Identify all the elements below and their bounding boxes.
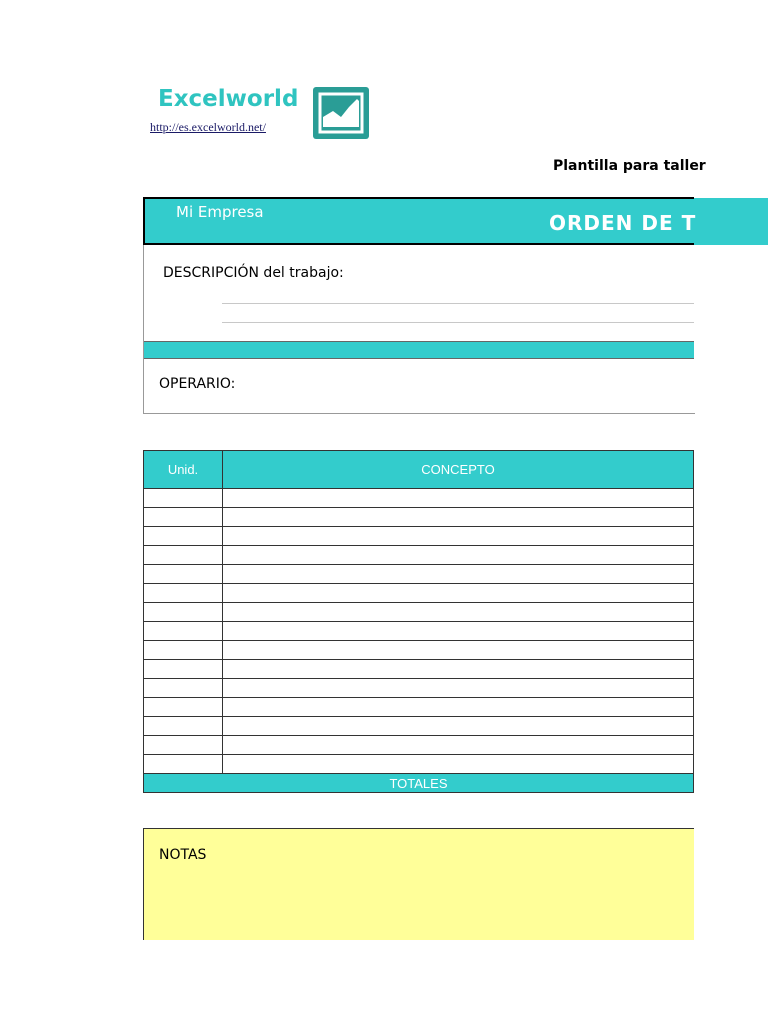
items-body	[144, 489, 694, 793]
table-row	[144, 584, 694, 603]
unit-cell[interactable]	[144, 736, 223, 755]
table-row	[144, 736, 694, 755]
unit-cell[interactable]	[144, 755, 223, 774]
table-header-row	[144, 451, 694, 489]
concept-cell[interactable]	[223, 508, 694, 527]
concept-cell[interactable]	[223, 622, 694, 641]
table-row	[144, 698, 694, 717]
table-row	[144, 679, 694, 698]
concept-cell[interactable]	[223, 698, 694, 717]
unit-cell[interactable]	[144, 584, 223, 603]
concept-cell[interactable]	[223, 584, 694, 603]
concept-cell[interactable]	[223, 755, 694, 774]
company-name[interactable]: Mi Empresa	[176, 203, 264, 221]
unit-cell[interactable]	[144, 717, 223, 736]
description-line-1[interactable]	[222, 303, 694, 304]
concept-cell[interactable]	[223, 565, 694, 584]
unit-cell[interactable]	[144, 508, 223, 527]
concept-cell[interactable]	[223, 489, 694, 508]
table-row	[144, 508, 694, 527]
concept-cell[interactable]	[223, 641, 694, 660]
description-line-2[interactable]	[222, 322, 694, 323]
table-row	[144, 660, 694, 679]
unit-cell[interactable]	[144, 603, 223, 622]
concept-cell[interactable]	[223, 736, 694, 755]
notes-label: NOTAS	[159, 847, 207, 863]
table-row	[144, 546, 694, 565]
unit-cell[interactable]	[144, 698, 223, 717]
unit-cell[interactable]	[144, 546, 223, 565]
unit-cell[interactable]	[144, 641, 223, 660]
table-row	[144, 641, 694, 660]
section-divider-band	[144, 341, 694, 359]
table-row	[144, 565, 694, 584]
concept-cell[interactable]	[223, 546, 694, 565]
totals-row	[144, 774, 694, 793]
column-header-concept: CONCEPTO	[223, 451, 694, 489]
column-header-unit: Unid.	[144, 451, 223, 489]
notes-box[interactable]	[143, 828, 694, 940]
concept-cell[interactable]	[223, 603, 694, 622]
table-row	[144, 755, 694, 774]
unit-cell[interactable]	[144, 489, 223, 508]
unit-cell[interactable]	[144, 622, 223, 641]
unit-cell[interactable]	[144, 527, 223, 546]
table-row	[144, 717, 694, 736]
concept-cell[interactable]	[223, 717, 694, 736]
unit-cell[interactable]	[144, 660, 223, 679]
brand-name: Excelworld	[158, 86, 299, 112]
description-label: DESCRIPCIÓN del trabajo:	[163, 265, 344, 281]
table-row	[144, 527, 694, 546]
order-title: ORDEN DE T	[549, 211, 697, 235]
operator-label: OPERARIO:	[159, 376, 236, 392]
concept-cell[interactable]	[223, 527, 694, 546]
concept-cell[interactable]	[223, 660, 694, 679]
unit-cell[interactable]	[144, 565, 223, 584]
totals-label: TOTALES	[144, 774, 694, 793]
chart-logo-icon	[313, 87, 369, 139]
brand-url-link[interactable]: http://es.excelworld.net/	[150, 120, 266, 134]
items-table	[143, 450, 694, 793]
concept-cell[interactable]	[223, 679, 694, 698]
unit-cell[interactable]	[144, 679, 223, 698]
template-subtitle: Plantilla para taller	[553, 158, 706, 174]
table-row	[144, 489, 694, 508]
table-row	[144, 622, 694, 641]
table-row	[144, 603, 694, 622]
